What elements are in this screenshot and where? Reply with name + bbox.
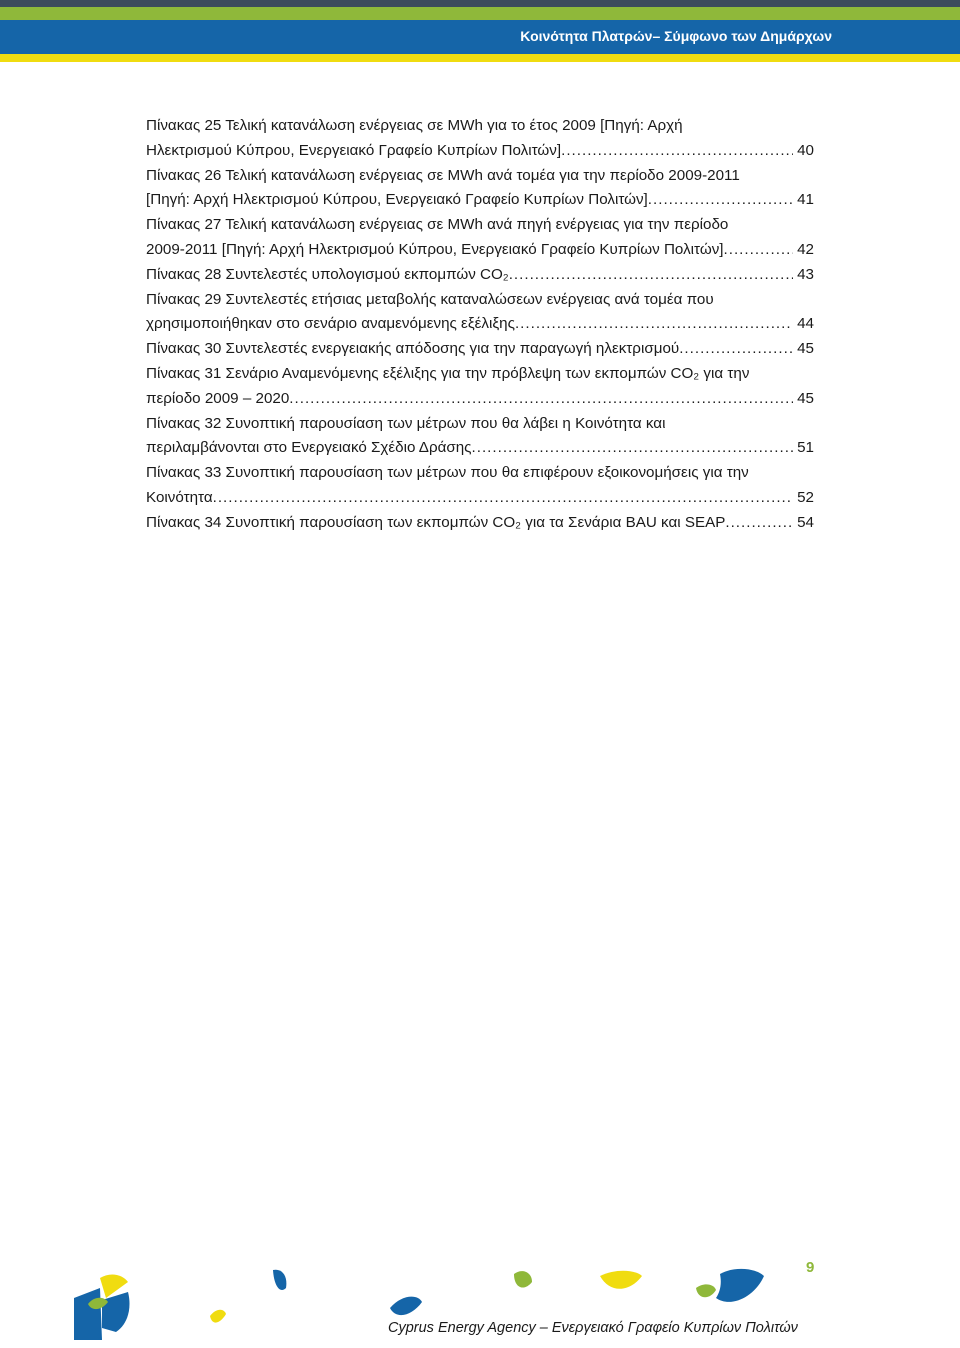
toc-entry-text: περίοδο 2009 – 2020	[146, 389, 290, 407]
toc-entry-line: Πίνακας 33 Συνοπτική παρουσίαση των μέτρων που θα επιφέρουν εξοικονομήσεις για την	[146, 464, 749, 482]
toc-page-number: 54	[797, 513, 814, 531]
toc-entry-text: Πίνακας 30 Συντελεστές ενεργειακής απόδοσης για την παραγωγή ηλεκτρισμού	[146, 340, 680, 358]
footer-text: Cyprus Energy Agency – Ενεργειακό Γραφείο Κυπρίων Πολιτών	[388, 1320, 798, 1336]
toc-entry-last-line	[146, 238, 814, 263]
toc-entry[interactable]	[146, 288, 814, 338]
toc-page-number: 44	[797, 315, 814, 333]
toc-page-number: 40	[797, 141, 814, 159]
toc-page-number: 41	[797, 191, 814, 209]
toc-entry-text: χρησιμοποιήθηκαν στο σενάριο αναμενόμενης εξέλιξης	[146, 315, 515, 333]
header-yellow-stripe	[0, 54, 960, 62]
toc-entry[interactable]	[146, 412, 814, 462]
toc-entry-last-line	[146, 337, 814, 362]
dot-leader	[724, 238, 794, 263]
toc-entry-line: Πίνακας 29 Συντελεστές ετήσιας μεταβολής καταναλώσεων ενέργειας ανά τομέα που	[146, 290, 714, 308]
toc-entry-line: Πίνακας 31 Σενάριο Αναμενόμενης εξέλιξης για την πρόβλεψη των εκπομπών CO₂ για την	[146, 364, 750, 382]
toc-entry-last-line	[146, 263, 814, 288]
toc-page-number: 43	[797, 265, 814, 283]
toc-entry[interactable]	[146, 164, 814, 214]
dot-leader	[725, 511, 793, 536]
toc-entry-text: Κοινότητα	[146, 488, 213, 506]
toc-entry-text: περιλαμβάνονται στο Ενεργειακό Σχέδιο Δράσης	[146, 439, 472, 457]
dot-leader	[515, 312, 793, 337]
toc-entry[interactable]	[146, 362, 814, 412]
toc-entry-text: Πίνακας 34 Συνοπτική παρουσίαση των εκπομπών CO₂ για τα Σενάρια BAU και SEAP	[146, 513, 726, 531]
toc-page-number: 52	[797, 488, 814, 506]
header-title: Κοινότητα Πλατρών– Σύμφωνο των Δημάρχων	[520, 28, 832, 44]
dot-leader	[509, 263, 793, 288]
toc-entry-last-line	[146, 188, 814, 213]
toc-entry[interactable]	[146, 263, 814, 288]
toc-entry[interactable]	[146, 114, 814, 164]
toc-page-number: 51	[797, 439, 814, 457]
header-band	[0, 20, 960, 54]
toc-entry-text: 2009-2011 [Πηγή: Αρχή Ηλεκτρισμού Κύπρου, Ενεργειακό Γραφείο Κυπρίων Πολιτών]	[146, 240, 724, 258]
toc-entry-last-line	[146, 387, 814, 412]
toc-entry-line: Πίνακας 26 Τελική κατανάλωση ενέργειας σε MWh ανά τομέα για την περίοδο 2009-2011	[146, 166, 740, 184]
toc-entry[interactable]	[146, 337, 814, 362]
toc-page-number: 45	[797, 340, 814, 358]
toc-entry-last-line	[146, 436, 814, 461]
toc-entry-text: Πίνακας 28 Συντελεστές υπολογισμού εκπομπών CO₂	[146, 265, 509, 283]
dot-leader	[561, 139, 793, 164]
toc-entry-last-line	[146, 511, 814, 536]
toc-entry[interactable]	[146, 461, 814, 511]
top-dark-stripe	[0, 0, 960, 7]
toc-page-number: 45	[797, 389, 814, 407]
toc-entry-text: Ηλεκτρισμού Κύπρου, Ενεργειακό Γραφείο Κυπρίων Πολιτών]	[146, 141, 562, 159]
toc-page-number: 42	[797, 240, 814, 258]
dot-leader	[648, 188, 793, 213]
dot-leader	[472, 436, 794, 461]
toc-entry-last-line	[146, 486, 814, 511]
toc-entry[interactable]	[146, 511, 814, 536]
dot-leader	[213, 486, 793, 511]
dot-leader	[679, 337, 793, 362]
toc-entry-text: [Πηγή: Αρχή Ηλεκτρισμού Κύπρου, Ενεργειακό Γραφείο Κυπρίων Πολιτών]	[146, 191, 648, 209]
toc-entry-line: Πίνακας 27 Τελική κατανάλωση ενέργειας σε MWh ανά πηγή ενέργειας για την περίοδο	[146, 216, 729, 234]
toc-entry-line: Πίνακας 25 Τελική κατανάλωση ενέργειας σε MWh για το έτος 2009 [Πηγή: Αρχή	[146, 117, 683, 134]
toc-entry-last-line	[146, 312, 814, 337]
toc-entry-line: Πίνακας 32 Συνοπτική παρουσίαση των μέτρων που θα λάβει η Κοινότητα και	[146, 414, 666, 432]
dot-leader	[289, 387, 793, 412]
page-number: 9	[806, 1259, 815, 1276]
toc-entry-last-line	[146, 139, 814, 164]
list-of-tables	[146, 114, 814, 536]
toc-entry[interactable]	[146, 213, 814, 263]
top-green-stripe	[0, 7, 960, 20]
